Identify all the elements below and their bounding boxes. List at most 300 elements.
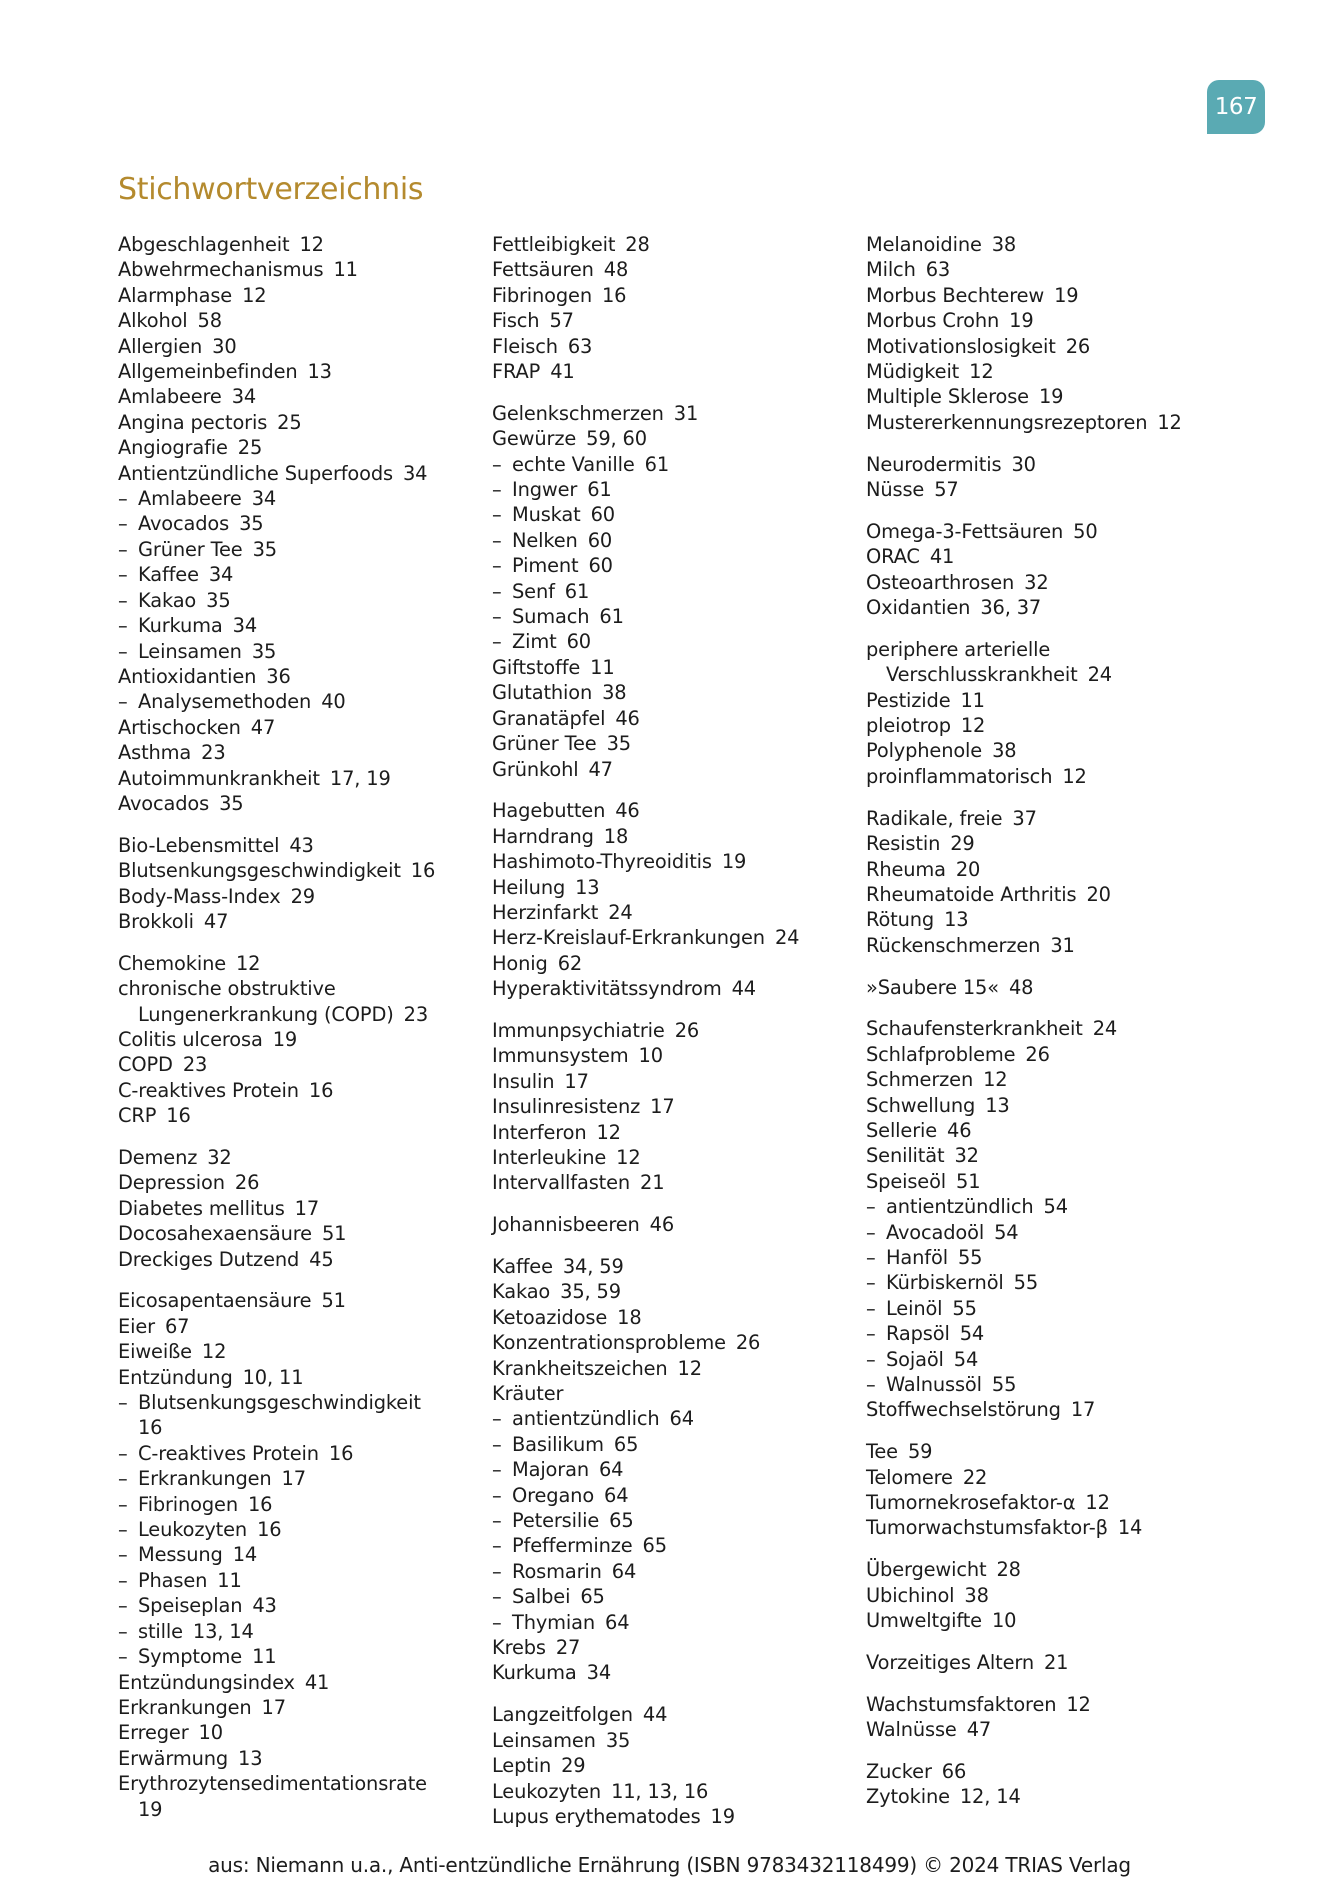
index-entry — [492, 1381, 799, 1406]
entry-page-ref: 36, 37 — [980, 596, 1042, 620]
entry-page-ref: 35 — [251, 639, 277, 663]
subentry-dash: – — [492, 1407, 502, 1431]
entry-term: periphere arterielle — [866, 637, 1051, 661]
index-letter-group — [492, 232, 799, 384]
subentry-dash: – — [118, 487, 128, 511]
index-entry — [866, 975, 1182, 1000]
index-subentry — [866, 1347, 1182, 1372]
entry-page-ref: 13 — [307, 360, 332, 384]
entry-page-ref: 41 — [929, 545, 955, 569]
index-entry — [866, 1650, 1182, 1675]
entry-page-ref: 13 — [575, 875, 600, 899]
entry-page-ref: 45 — [309, 1247, 334, 1271]
index-entry — [866, 1093, 1182, 1118]
entry-page-ref: 28 — [996, 1558, 1021, 1582]
entry-term: Osteoarthrosen — [866, 570, 1015, 594]
index-column-1 — [118, 232, 435, 1822]
entry-page-ref: 19 — [138, 1797, 163, 1821]
entry-page-ref: 35 — [219, 791, 244, 815]
index-entry — [866, 1016, 1182, 1041]
entry-page-ref: 12 — [677, 1356, 702, 1380]
entry-term: stille — [138, 1619, 183, 1643]
index-subentry — [866, 1296, 1182, 1321]
index-entry — [118, 283, 435, 308]
index-subentry — [118, 1466, 435, 1491]
entry-term: Docosahexaensäure — [118, 1222, 312, 1246]
entry-page-ref: 22 — [962, 1465, 988, 1489]
entry-term: Leinsamen — [138, 639, 242, 663]
entry-page-ref: 16 — [328, 1441, 354, 1465]
index-entry — [492, 334, 799, 359]
entry-page-ref: 64 — [611, 1559, 637, 1583]
subentry-dash: – — [118, 690, 128, 714]
entry-page-ref: 51 — [321, 1289, 346, 1313]
index-entry — [866, 359, 1182, 384]
entry-term: Leinöl — [886, 1296, 943, 1320]
index-subentry — [492, 1533, 799, 1558]
entry-page-ref: 23 — [201, 741, 226, 765]
index-entry — [118, 1695, 435, 1720]
index-entry — [866, 1067, 1182, 1092]
entry-term: Erythrozytensedimentationsrate — [118, 1772, 427, 1796]
index-entry — [118, 1145, 435, 1170]
index-subentry — [492, 477, 799, 502]
index-entry — [118, 1670, 435, 1695]
entry-page-ref: 46 — [947, 1118, 972, 1142]
entry-page-ref: 47 — [588, 757, 613, 781]
entry-page-ref: 47 — [250, 715, 276, 739]
index-entry — [866, 1439, 1182, 1464]
entry-page-ref: 65 — [609, 1509, 634, 1533]
entry-page-ref: 61 — [644, 452, 670, 476]
entry-page-ref: 41 — [550, 360, 575, 384]
index-entry — [492, 1145, 799, 1170]
entry-term: Fibrinogen — [138, 1492, 238, 1516]
index-entry — [118, 461, 435, 486]
index-entry — [866, 764, 1182, 789]
entry-term: Lungenerkrankung (COPD) — [138, 1002, 394, 1026]
index-entry — [866, 1397, 1182, 1422]
index-entry — [866, 662, 1182, 687]
entry-term: Morbus Bechterew — [866, 283, 1045, 307]
index-subentry — [492, 1432, 799, 1457]
index-column-3 — [866, 232, 1182, 1810]
entry-page-ref: 61 — [599, 605, 624, 629]
index-subentry — [118, 562, 435, 587]
entry-page-ref: 57 — [549, 309, 574, 333]
entry-page-ref: 34 — [586, 1661, 612, 1685]
index-entry — [492, 1804, 799, 1829]
entry-term: Kurkuma — [492, 1661, 577, 1685]
entry-term: Majoran — [512, 1458, 589, 1482]
entry-term: Amlabeere — [118, 385, 222, 409]
entry-page-ref: 12 — [983, 1068, 1008, 1092]
entry-page-ref: 38 — [992, 739, 1017, 763]
index-entry — [492, 731, 799, 756]
index-entry — [492, 798, 799, 823]
entry-term: Petersilie — [512, 1509, 600, 1533]
entry-term: antientzündlich — [886, 1195, 1034, 1219]
index-entry — [118, 1746, 435, 1771]
entry-page-ref: 32 — [1024, 570, 1049, 594]
entry-page-ref: 12 — [1066, 1692, 1091, 1716]
index-entry — [118, 1103, 435, 1128]
entry-term: Resistin — [866, 832, 941, 856]
index-entry — [866, 1583, 1182, 1608]
entry-term: »Saubere 15« — [866, 975, 999, 999]
subentry-dash: – — [866, 1220, 876, 1244]
entry-page-ref: 34 — [208, 563, 234, 587]
entry-page-ref: 62 — [557, 951, 583, 975]
index-entry — [118, 791, 435, 816]
entry-page-ref: 24 — [608, 900, 633, 924]
index-entry — [118, 308, 435, 333]
index-entry — [492, 232, 799, 257]
index-subentry — [866, 1372, 1182, 1397]
subentry-dash: – — [492, 1534, 502, 1558]
entry-page-ref: 34 — [251, 487, 277, 511]
entry-term: Oxidantien — [866, 596, 971, 620]
entry-term: Entzündungsindex — [118, 1670, 295, 1694]
entry-page-ref: 55 — [957, 1245, 983, 1269]
entry-term: Muskat — [512, 503, 581, 527]
entry-term: Müdigkeit — [866, 360, 960, 384]
index-entry — [492, 1779, 799, 1804]
entry-term: Piment — [512, 554, 579, 578]
entry-page-ref: 65 — [580, 1585, 605, 1609]
entry-term: Avocadoöl — [886, 1220, 985, 1244]
entry-term: Interferon — [492, 1120, 587, 1144]
index-entry — [866, 1784, 1182, 1809]
entry-page-ref: 34 — [402, 461, 428, 485]
entry-term: Ketoazidose — [492, 1305, 608, 1329]
index-letter-group — [118, 951, 435, 1129]
index-entry — [492, 1702, 799, 1727]
index-entry — [118, 1720, 435, 1745]
entry-term: Speiseöl — [866, 1169, 947, 1193]
subentry-dash: – — [866, 1195, 876, 1219]
subentry-dash: – — [492, 1458, 502, 1482]
entry-page-ref: 54 — [994, 1220, 1019, 1244]
entry-term: Autoimmunkrankheit — [118, 766, 320, 790]
entry-page-ref: 46 — [615, 706, 640, 730]
entry-term: Oregano — [512, 1483, 595, 1507]
entry-page-ref: 17 — [294, 1196, 320, 1220]
index-entry — [492, 849, 799, 874]
index-entry — [492, 680, 799, 705]
index-entry — [118, 833, 435, 858]
entry-page-ref: 34 — [232, 614, 258, 638]
index-entry — [492, 706, 799, 731]
entry-term: Diabetes mellitus — [118, 1196, 285, 1220]
entry-page-ref: 20 — [1086, 882, 1111, 906]
index-letter-group — [866, 1016, 1182, 1423]
index-entry — [492, 824, 799, 849]
index-entry — [492, 283, 799, 308]
index-letter-group — [118, 1288, 435, 1822]
index-entry — [866, 1717, 1182, 1742]
entry-page-ref: 47 — [966, 1718, 992, 1742]
index-entry — [866, 1118, 1182, 1143]
subentry-dash: – — [118, 1543, 128, 1567]
subentry-dash: – — [118, 1518, 128, 1542]
index-entry — [118, 1002, 435, 1027]
index-subentry — [492, 528, 799, 553]
entry-term: Multiple Sklerose — [866, 385, 1029, 409]
index-entry — [492, 1094, 799, 1119]
entry-page-ref: 16 — [308, 1078, 334, 1102]
entry-term: Ingwer — [512, 478, 578, 502]
index-entry — [118, 664, 435, 689]
entry-page-ref: 66 — [941, 1759, 967, 1783]
index-entry — [866, 882, 1182, 907]
subentry-dash: – — [118, 588, 128, 612]
entry-term: Leinsamen — [492, 1728, 596, 1752]
subentry-dash: – — [118, 1568, 128, 1592]
page-number-badge: 167 — [1207, 80, 1265, 134]
entry-page-ref: 12 — [596, 1120, 621, 1144]
index-entry — [118, 909, 435, 934]
entry-page-ref: 13 — [944, 908, 969, 932]
entry-page-ref: 10 — [198, 1721, 223, 1745]
entry-term: echte Vanille — [512, 452, 635, 476]
index-entry — [118, 1078, 435, 1103]
entry-page-ref: 11 — [590, 655, 615, 679]
index-subentry — [492, 1457, 799, 1482]
entry-term: proinflammatorisch — [866, 764, 1053, 788]
entry-page-ref: 55 — [1013, 1271, 1039, 1295]
entry-page-ref: 16 — [257, 1518, 282, 1542]
entry-term: Radikale, freie — [866, 806, 1003, 830]
index-subentry — [118, 689, 435, 714]
entry-term: Antientzündliche Superfoods — [118, 461, 393, 485]
entry-term: Speiseplan — [138, 1594, 243, 1618]
entry-page-ref: 29 — [561, 1754, 586, 1778]
index-letter-group — [492, 1212, 799, 1237]
entry-term: Symptome — [138, 1645, 243, 1669]
entry-page-ref: 64 — [598, 1458, 624, 1482]
index-entry — [118, 1196, 435, 1221]
subentry-dash: – — [118, 1492, 128, 1516]
entry-term: Kakao — [138, 588, 197, 612]
entry-term: Rötung — [866, 908, 935, 932]
index-entry — [866, 595, 1182, 620]
entry-term: Fleisch — [492, 334, 558, 358]
entry-term: Pestizide — [866, 688, 951, 712]
entry-page-ref: 12, 14 — [959, 1785, 1021, 1809]
index-subentry — [118, 486, 435, 511]
entry-page-ref: 31 — [1050, 933, 1075, 957]
entry-page-ref: 17, 19 — [329, 766, 391, 790]
index-entry — [866, 334, 1182, 359]
index-entry — [118, 1247, 435, 1272]
entry-page-ref: 16 — [138, 1416, 163, 1440]
entry-page-ref: 19 — [1038, 385, 1064, 409]
index-entry — [866, 570, 1182, 595]
entry-page-ref: 60 — [590, 503, 615, 527]
entry-term: Krebs — [492, 1636, 546, 1660]
entry-term: Sumach — [512, 605, 590, 629]
entry-page-ref: 11, 13, 16 — [611, 1779, 709, 1803]
entry-page-ref: 16 — [166, 1104, 191, 1128]
index-subentry — [118, 511, 435, 536]
entry-term: Brokkoli — [118, 909, 194, 933]
index-entry — [492, 1753, 799, 1778]
copyright-footer: aus: Niemann u.a., Anti-entzündliche Ernährung (ISBN 9783432118499) © 2024 TRIAS Verlag — [208, 1853, 1131, 1877]
entry-page-ref: 63 — [925, 258, 951, 282]
entry-page-ref: 35 — [252, 537, 277, 561]
entry-term: Kurkuma — [138, 614, 223, 638]
entry-term: Umweltgifte — [866, 1609, 982, 1633]
index-entry — [118, 1314, 435, 1339]
entry-page-ref: 35 — [206, 588, 231, 612]
subentry-dash: – — [118, 1619, 128, 1643]
entry-page-ref: 44 — [642, 1703, 668, 1727]
entry-term: COPD — [118, 1053, 173, 1077]
entry-page-ref: 17 — [1070, 1398, 1096, 1422]
index-entry — [866, 713, 1182, 738]
index-letter-group — [118, 1145, 435, 1272]
index-subentry — [866, 1270, 1182, 1295]
index-entry — [118, 257, 435, 282]
index-entry — [866, 1557, 1182, 1582]
entry-term: pleiotrop — [866, 714, 951, 738]
index-entry — [118, 1771, 435, 1822]
entry-term: Phasen — [138, 1568, 208, 1592]
index-letter-group — [492, 1254, 799, 1686]
entry-term: Rückenschmerzen — [866, 933, 1041, 957]
subentry-dash: – — [866, 1322, 876, 1346]
entry-term: Abwehrmechanismus — [118, 258, 324, 282]
index-letter-group — [492, 798, 799, 1001]
index-entry — [492, 1305, 799, 1330]
subentry-dash: – — [118, 563, 128, 587]
entry-term: ORAC — [866, 545, 920, 569]
entry-term: Allgemeinbefinden — [118, 360, 298, 384]
subentry-dash: – — [492, 605, 502, 629]
entry-term: Gewürze — [492, 427, 577, 451]
entry-term: Amlabeere — [138, 487, 242, 511]
entry-term: Milch — [866, 258, 916, 282]
index-subentry — [118, 1568, 435, 1593]
index-subentry — [118, 1619, 435, 1644]
entry-term: Schaufensterkrankheit — [866, 1017, 1083, 1041]
index-subentry — [492, 1483, 799, 1508]
entry-page-ref: 55 — [991, 1373, 1017, 1396]
index-entry — [866, 477, 1182, 502]
index-letter-group — [118, 232, 435, 816]
entry-page-ref: 48 — [603, 258, 629, 282]
entry-page-ref: 12 — [1062, 764, 1087, 788]
index-entry — [866, 410, 1182, 435]
entry-page-ref: 14 — [232, 1543, 258, 1567]
index-entry — [866, 831, 1182, 856]
index-letter-group — [118, 833, 435, 935]
index-entry — [118, 1170, 435, 1195]
entry-page-ref: 47 — [203, 909, 229, 933]
entry-page-ref: 59 — [907, 1440, 933, 1464]
subentry-dash: – — [492, 1483, 502, 1507]
entry-page-ref: 11 — [960, 688, 985, 712]
index-entry — [866, 308, 1182, 333]
entry-term: Interleukine — [492, 1145, 607, 1169]
entry-term: Messung — [138, 1543, 223, 1567]
page-title: Stichwortverzeichnis — [118, 172, 424, 207]
entry-page-ref: 65 — [613, 1432, 639, 1456]
index-subentry — [866, 1321, 1182, 1346]
index-subentry — [866, 1220, 1182, 1245]
entry-term: Thymian — [512, 1610, 596, 1634]
entry-page-ref: 25 — [237, 436, 263, 460]
index-letter-group — [492, 1702, 799, 1829]
entry-page-ref: 54 — [953, 1347, 979, 1371]
entry-page-ref: 59, 60 — [586, 427, 647, 451]
entry-term: Rheumatoide Arthritis — [866, 882, 1077, 906]
entry-page-ref: 51 — [956, 1169, 981, 1193]
index-entry — [492, 875, 799, 900]
entry-page-ref: 40 — [321, 690, 346, 714]
index-entry — [492, 1018, 799, 1043]
entry-term: Honig — [492, 951, 548, 975]
index-letter-group — [866, 1692, 1182, 1743]
index-subentry — [492, 1406, 799, 1431]
entry-page-ref: 12 — [1085, 1491, 1110, 1515]
entry-term: Leukozyten — [492, 1779, 602, 1803]
entry-page-ref: 11 — [333, 258, 358, 282]
index-entry — [118, 359, 435, 384]
index-entry — [492, 1254, 799, 1279]
entry-page-ref: 36 — [266, 664, 291, 688]
index-entry — [866, 1692, 1182, 1717]
entry-page-ref: 43 — [252, 1594, 277, 1618]
entry-term: Antioxidantien — [118, 664, 257, 688]
entry-term: Colitis ulcerosa — [118, 1027, 263, 1051]
entry-term: Gelenkschmerzen — [492, 401, 664, 425]
entry-page-ref: 17 — [281, 1467, 306, 1491]
entry-term: Dreckiges Dutzend — [118, 1247, 300, 1271]
subentry-dash: – — [866, 1271, 876, 1295]
entry-page-ref: 10 — [638, 1044, 663, 1068]
entry-term: Erwärmung — [118, 1746, 229, 1770]
entry-term: Depression — [118, 1171, 225, 1195]
index-letter-group — [492, 1018, 799, 1196]
entry-term: Polyphenole — [866, 739, 983, 763]
index-entry — [118, 232, 435, 257]
subentry-dash: – — [492, 1509, 502, 1533]
entry-page-ref: 28 — [625, 233, 650, 256]
entry-term: Johannisbeeren — [492, 1213, 640, 1237]
entry-page-ref: 23 — [403, 1002, 429, 1026]
entry-term: chronische obstruktive — [118, 977, 336, 1001]
index-entry — [866, 232, 1182, 257]
entry-term: Zimt — [512, 630, 557, 654]
subentry-dash: – — [492, 630, 502, 654]
entry-page-ref: 43 — [289, 833, 314, 857]
entry-term: Tumorwachstumsfaktor-β — [866, 1516, 1108, 1540]
entry-page-ref: 46 — [615, 799, 640, 823]
index-subentry — [492, 604, 799, 629]
entry-page-ref: 60 — [587, 528, 613, 552]
index-entry — [492, 1635, 799, 1660]
entry-term: Übergewicht — [866, 1558, 987, 1582]
entry-page-ref: 38 — [602, 681, 627, 705]
entry-page-ref: 19 — [1054, 283, 1079, 307]
index-entry — [118, 740, 435, 765]
entry-term: Asthma — [118, 741, 192, 765]
entry-term: Schwellung — [866, 1093, 976, 1117]
entry-term: Fisch — [492, 309, 540, 333]
entry-term: Mustererkennungsrezeptoren — [866, 410, 1148, 434]
